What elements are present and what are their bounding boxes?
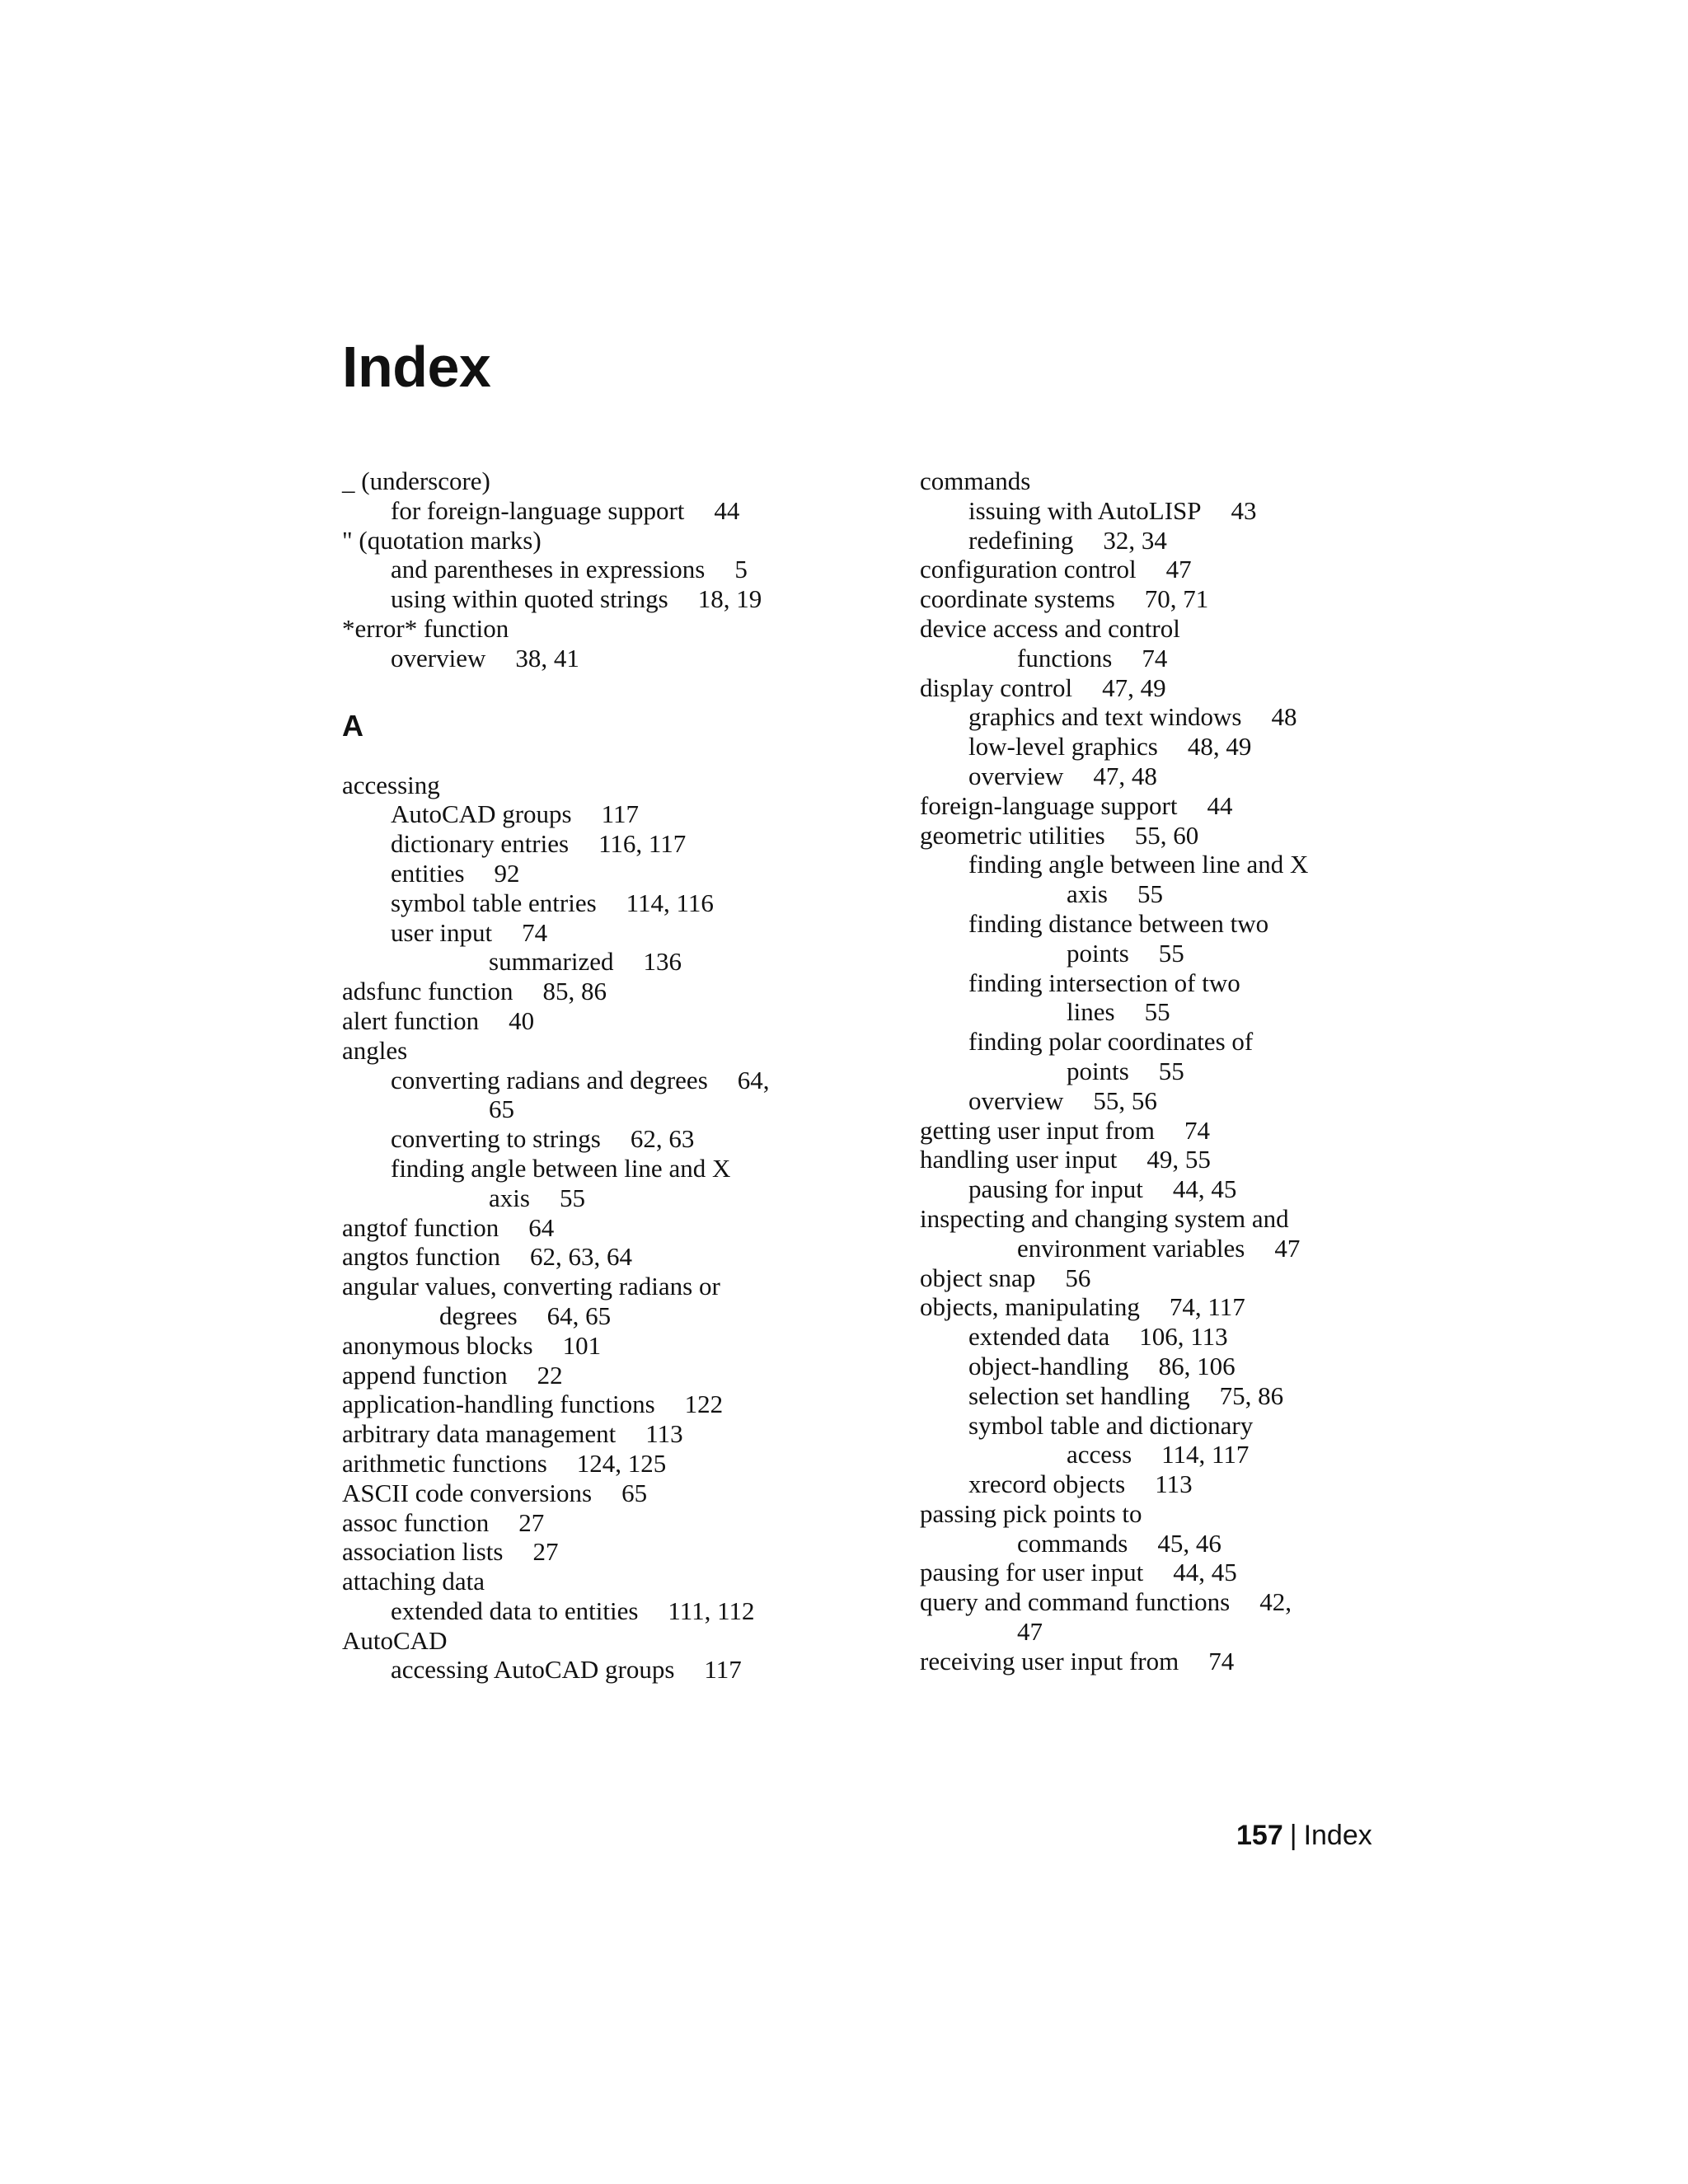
index-entry: [920, 850, 1447, 879]
index-term-continuation: points: [1067, 938, 1129, 968]
index-pages: 38, 41: [515, 643, 579, 673]
index-pages: 47: [1165, 555, 1192, 584]
index-term-continuation: 47: [1017, 1617, 1043, 1647]
index-entry: [342, 1596, 870, 1626]
index-pages: 5: [734, 555, 748, 584]
index-entry: [342, 1331, 870, 1361]
index-entry: [342, 888, 870, 918]
index-term: handling user input: [920, 1145, 1118, 1174]
index-term: pausing for input: [968, 1174, 1143, 1204]
index-pages: 117: [601, 799, 639, 829]
index-pages: 55: [1137, 879, 1163, 909]
index-entry: [920, 791, 1447, 821]
index-pages: 114, 117: [1161, 1440, 1250, 1469]
index-pages: 74: [1208, 1646, 1235, 1675]
index-pages: 62, 63, 64: [530, 1242, 632, 1272]
index-pages: 136: [643, 947, 682, 977]
index-entry-continuation: [920, 644, 1447, 673]
index-term: low-level graphics: [968, 732, 1158, 762]
index-entry-continuation: [920, 1529, 1447, 1558]
index-entry: [920, 1411, 1447, 1441]
index-term: finding angle between line and X: [391, 1153, 731, 1183]
index-term: adsfunc function: [342, 977, 513, 1006]
index-entry: [342, 859, 870, 888]
index-entry-continuation: [342, 1183, 870, 1213]
index-pages: 56: [1065, 1263, 1091, 1292]
index-term: arithmetic functions: [342, 1448, 547, 1478]
index-term: finding distance between two: [968, 908, 1269, 938]
index-term-continuation: commands: [1017, 1528, 1128, 1558]
index-entry: [920, 702, 1447, 732]
index-entry: [342, 1154, 870, 1183]
index-pages: 116, 117: [598, 829, 687, 859]
index-pages: 111, 112: [668, 1596, 755, 1625]
index-term: foreign-language support: [920, 790, 1178, 820]
index-entry: [342, 799, 870, 829]
index-term: overview: [968, 761, 1064, 790]
index-term: finding angle between line and X: [968, 850, 1309, 879]
index-term: graphics and text windows: [968, 702, 1242, 732]
index-term: user input: [391, 917, 493, 947]
index-pages: 55: [559, 1183, 585, 1212]
index-entry: [342, 1390, 870, 1419]
index-pages: 32, 34: [1103, 525, 1167, 555]
index-pages: 55: [1158, 1056, 1184, 1085]
index-entry-continuation: [920, 1234, 1447, 1263]
index-entry: [920, 673, 1447, 703]
index-term: symbol table and dictionary: [968, 1410, 1254, 1440]
index-pages: 55: [1158, 938, 1184, 968]
index-entry: [920, 584, 1447, 614]
index-entry: [342, 977, 870, 1006]
index-term: ASCII code conversions: [342, 1478, 593, 1507]
index-entry: [342, 1006, 870, 1036]
index-pages: 64: [528, 1212, 555, 1242]
index-term: for foreign-language support: [391, 495, 685, 525]
index-term: symbol table entries: [391, 888, 597, 917]
index-term: object-handling: [968, 1351, 1129, 1380]
index-entry: [342, 584, 870, 614]
index-entry: [920, 1647, 1447, 1676]
index-entry: [342, 918, 870, 948]
index-term: overview: [968, 1085, 1064, 1115]
index-term: getting user input from: [920, 1115, 1155, 1145]
index-column-left: [342, 466, 870, 1685]
index-entry: [920, 1499, 1447, 1529]
symbols-group: [342, 466, 870, 673]
index-entry: [920, 909, 1447, 939]
index-term: AutoCAD groups: [391, 799, 572, 829]
index-entry: [920, 1174, 1447, 1204]
index-pages: 74: [1142, 643, 1168, 673]
index-term: extended data to entities: [391, 1596, 639, 1625]
index-entry: [342, 1508, 870, 1538]
index-term: redefining: [968, 525, 1074, 555]
index-entry-continuation: [920, 879, 1447, 909]
index-term: converting radians and degrees: [391, 1065, 708, 1094]
c-r-entries-group: [920, 466, 1447, 1676]
index-term-continuation: lines: [1067, 997, 1115, 1027]
index-entry: [342, 771, 870, 800]
index-term-continuation: access: [1067, 1440, 1132, 1469]
index-entry: [920, 1086, 1447, 1116]
index-entry: [920, 526, 1447, 555]
index-entry: [920, 1204, 1447, 1234]
index-entry: [920, 968, 1447, 998]
index-entry: [920, 821, 1447, 851]
index-term: inspecting and changing system and: [920, 1203, 1289, 1233]
index-pages: 64,: [737, 1065, 770, 1094]
index-entry: [920, 1469, 1447, 1499]
index-entry: [920, 1322, 1447, 1352]
index-term: passing pick points to: [920, 1498, 1142, 1528]
index-term: query and command functions: [920, 1587, 1231, 1617]
index-pages: 65: [621, 1478, 648, 1507]
index-pages: 114, 116: [626, 888, 714, 917]
index-term: converting to strings: [391, 1124, 601, 1154]
index-pages: 106, 113: [1139, 1322, 1228, 1352]
index-pages: 47: [1274, 1233, 1301, 1263]
index-term: coordinate systems: [920, 584, 1115, 614]
index-term: object snap: [920, 1263, 1036, 1292]
index-term: anonymous blocks: [342, 1330, 533, 1360]
index-term: angtof function: [342, 1212, 499, 1242]
index-pages: 40: [509, 1005, 535, 1035]
index-term: *error* function: [342, 613, 509, 643]
index-pages: 92: [494, 858, 520, 888]
index-term: commands: [920, 466, 1031, 495]
index-pages: 74: [1184, 1115, 1210, 1145]
index-term: and parentheses in expressions: [391, 555, 706, 584]
index-entry: [342, 1066, 870, 1095]
index-entry: [342, 1537, 870, 1567]
index-term: _ (underscore): [342, 466, 490, 495]
index-pages: 74: [522, 917, 548, 947]
index-term: AutoCAD: [342, 1625, 448, 1655]
index-pages: 44, 45: [1173, 1558, 1237, 1587]
index-term: xrecord objects: [968, 1469, 1126, 1499]
index-entry: [342, 1242, 870, 1272]
index-entry: [920, 1587, 1447, 1617]
index-term: entities: [391, 858, 465, 888]
index-term: summarized: [489, 947, 614, 977]
index-pages: 124, 125: [576, 1448, 667, 1478]
index-term: device access and control: [920, 613, 1180, 643]
index-pages: 48, 49: [1187, 732, 1252, 762]
index-entry: [342, 526, 870, 555]
index-term: angles: [342, 1035, 408, 1065]
index-pages: 86, 106: [1158, 1351, 1236, 1380]
index-entry-continuation: [920, 1057, 1447, 1086]
index-term: extended data: [968, 1322, 1110, 1352]
index-entry-continuation: [920, 1617, 1447, 1647]
page-footer: [1236, 1820, 1372, 1852]
index-entry: [920, 732, 1447, 762]
index-entry: [920, 1116, 1447, 1146]
footer-separator: |: [1289, 1820, 1297, 1851]
index-entry: [920, 466, 1447, 496]
footer-section-name: Index: [1303, 1820, 1372, 1851]
index-pages: 45, 46: [1157, 1528, 1221, 1558]
index-entry: [342, 1419, 870, 1449]
index-term-continuation: degrees: [439, 1301, 518, 1330]
index-entry-continuation: [342, 1094, 870, 1124]
index-pages: 101: [562, 1330, 602, 1360]
index-term: application-handling functions: [342, 1390, 655, 1419]
index-term: finding polar coordinates of: [968, 1027, 1254, 1057]
index-pages: 49, 55: [1146, 1145, 1211, 1174]
index-pages: 55, 60: [1134, 820, 1199, 850]
index-entry-continuation: [920, 939, 1447, 968]
index-term: accessing AutoCAD groups: [391, 1655, 675, 1685]
index-pages: 75, 86: [1219, 1380, 1284, 1410]
index-term: selection set handling: [968, 1380, 1190, 1410]
index-term: accessing: [342, 770, 440, 799]
index-pages: 27: [532, 1537, 559, 1567]
index-entry: [920, 1292, 1447, 1322]
index-term: objects, manipulating: [920, 1292, 1140, 1322]
index-term: overview: [391, 643, 486, 673]
index-entry: [920, 1381, 1447, 1411]
index-term: angular values, converting radians or: [342, 1272, 720, 1301]
index-entry: [920, 555, 1447, 584]
index-entry-continuation: [920, 1440, 1447, 1469]
index-entry: [342, 829, 870, 859]
index-pages: 44: [1207, 790, 1233, 820]
index-pages: 113: [645, 1419, 683, 1449]
index-entry: [920, 1145, 1447, 1174]
index-pages: 62, 63: [630, 1124, 695, 1154]
index-entry: [342, 1479, 870, 1508]
index-column-right: [920, 466, 1447, 1676]
index-term: arbitrary data management: [342, 1419, 617, 1449]
index-term: receiving user input from: [920, 1646, 1179, 1675]
index-entry: [342, 644, 870, 673]
index-term-continuation: functions: [1017, 643, 1113, 673]
page-number: 157: [1236, 1820, 1283, 1851]
index-term-continuation: points: [1067, 1056, 1129, 1085]
index-entry: [342, 1449, 870, 1479]
index-entry: [920, 614, 1447, 644]
index-term-continuation: axis: [1067, 879, 1108, 909]
index-term: finding intersection of two: [968, 968, 1240, 997]
index-entry: [342, 1036, 870, 1066]
index-pages: 42,: [1259, 1587, 1292, 1617]
index-pages: 48: [1271, 702, 1297, 732]
index-entry: [342, 614, 870, 644]
index-entry: [920, 1558, 1447, 1587]
index-term: append function: [342, 1360, 508, 1390]
index-pages: 122: [684, 1390, 724, 1419]
index-pages: 43: [1231, 495, 1257, 525]
index-term: angtos function: [342, 1242, 500, 1272]
index-pages: 44: [714, 495, 740, 525]
index-entry: [920, 496, 1447, 526]
index-entry-continuation: [342, 1301, 870, 1331]
index-pages: 47, 49: [1102, 673, 1166, 702]
index-term-continuation: 65: [489, 1094, 514, 1124]
index-entry: [342, 1124, 870, 1154]
index-term: issuing with AutoLISP: [968, 495, 1202, 525]
index-pages: 64, 65: [546, 1301, 612, 1330]
index-entry: [342, 555, 870, 584]
index-pages: 117: [704, 1655, 742, 1685]
index-term: " (quotation marks): [342, 525, 542, 555]
index-entry: [920, 762, 1447, 791]
index-pages: 18, 19: [697, 584, 762, 614]
index-entry: [342, 1213, 870, 1243]
page-title: Index: [342, 335, 491, 399]
index-pages: 55: [1144, 997, 1170, 1027]
index-entry: [920, 1027, 1447, 1057]
index-pages: 47, 48: [1093, 761, 1157, 790]
index-entry: [342, 1626, 870, 1656]
index-term-continuation: axis: [489, 1183, 530, 1212]
index-pages: 22: [537, 1360, 563, 1390]
index-pages: 85, 86: [542, 977, 607, 1006]
index-entry: [342, 1567, 870, 1596]
index-term-continuation: environment variables: [1017, 1233, 1245, 1263]
index-entry: [920, 1352, 1447, 1381]
index-entry-continuation: [920, 997, 1447, 1027]
index-pages: 44, 45: [1172, 1174, 1237, 1204]
index-pages: 55, 56: [1093, 1085, 1157, 1115]
index-entry: [342, 1655, 870, 1685]
index-term: pausing for user input: [920, 1558, 1144, 1587]
index-entry: [342, 1361, 870, 1390]
index-pages: 27: [518, 1507, 545, 1537]
index-entry: [342, 466, 870, 496]
section-letter-a: A: [342, 708, 363, 743]
a-entries-group: [342, 771, 870, 1685]
index-entry: [342, 947, 870, 977]
index-term: alert function: [342, 1005, 480, 1035]
index-entry: [342, 1272, 870, 1301]
index-term: assoc function: [342, 1507, 490, 1537]
index-entry: [342, 496, 870, 526]
index-term: configuration control: [920, 555, 1137, 584]
index-pages: 74, 117: [1169, 1292, 1245, 1322]
index-entry: [920, 1263, 1447, 1293]
index-pages: 70, 71: [1144, 584, 1209, 614]
index-term: dictionary entries: [391, 829, 570, 859]
index-term: geometric utilities: [920, 820, 1105, 850]
index-term: using within quoted strings: [391, 584, 668, 614]
index-term: display control: [920, 673, 1073, 702]
index-term: association lists: [342, 1537, 504, 1567]
index-term: attaching data: [342, 1567, 485, 1596]
index-pages: 113: [1155, 1469, 1193, 1499]
